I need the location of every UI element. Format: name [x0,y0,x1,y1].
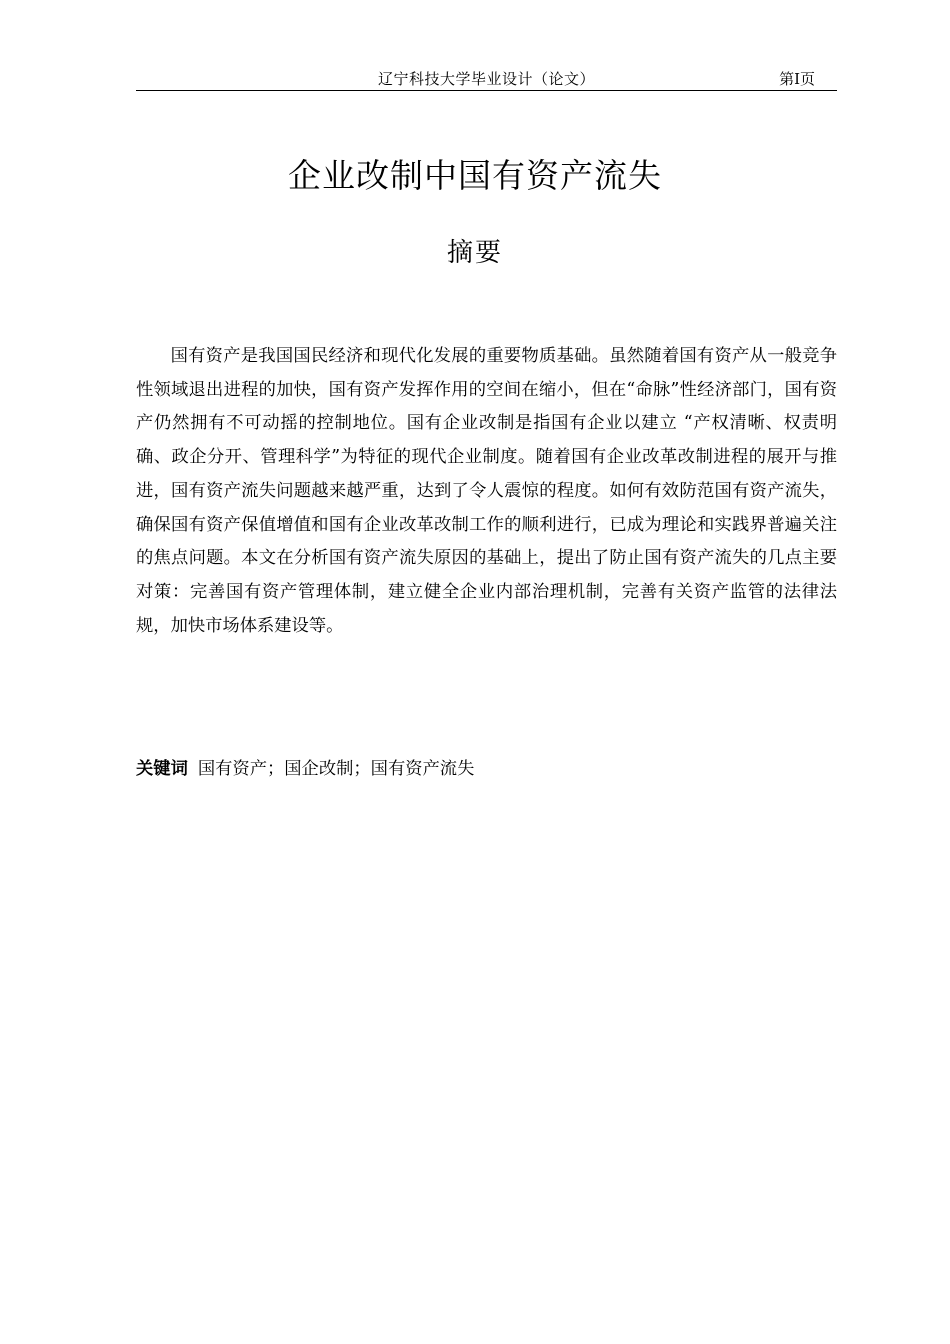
page-header [136,66,837,91]
keywords-label: 关键词 [136,759,188,779]
abstract-heading: 摘要 [446,238,503,268]
keywords-text: 国有资产；国企改制；国有资产流失 [197,759,475,779]
header-title: 辽宁科技大学毕业设计（论文） [377,70,595,88]
keywords-line [136,753,837,786]
abstract-paragraph: 国有资产是我国国民经济和现代化发展的重要物质基础。虽然随着国有资产从一般竞争性领域退出进程的加快，国有资产发挥作用的空间在缩小，但在“命脉”性经济部门，国有资产仍然拥有不可动摇的控制地位。国有企业改制是指国有企业以建立 “产权清晰、权责明确、政企分开、管理科学”为特征的现代企业制度。随着国有企业改革改制进程的展开与推进，国有资产流失问题越来越严重，达到了令人震惊的程度。如何有效防范国有资产流失，确保国有资产保值增值和国有企业改革改制工作的顺利进行，已成为理论和实践界普遍关注的焦点问题。本文在分析国有资产流失原因的基础上，提出了防止国有资产流失的几点主要对策：完善国有资产管理体制，建立健全企业内部治理机制，完善有关资产监管的法律法规，加快市场体系建设等。 [136,346,837,636]
header-page-number: 第I页 [779,70,815,88]
document-title: 企业改制中国有资产流失 [288,156,662,195]
